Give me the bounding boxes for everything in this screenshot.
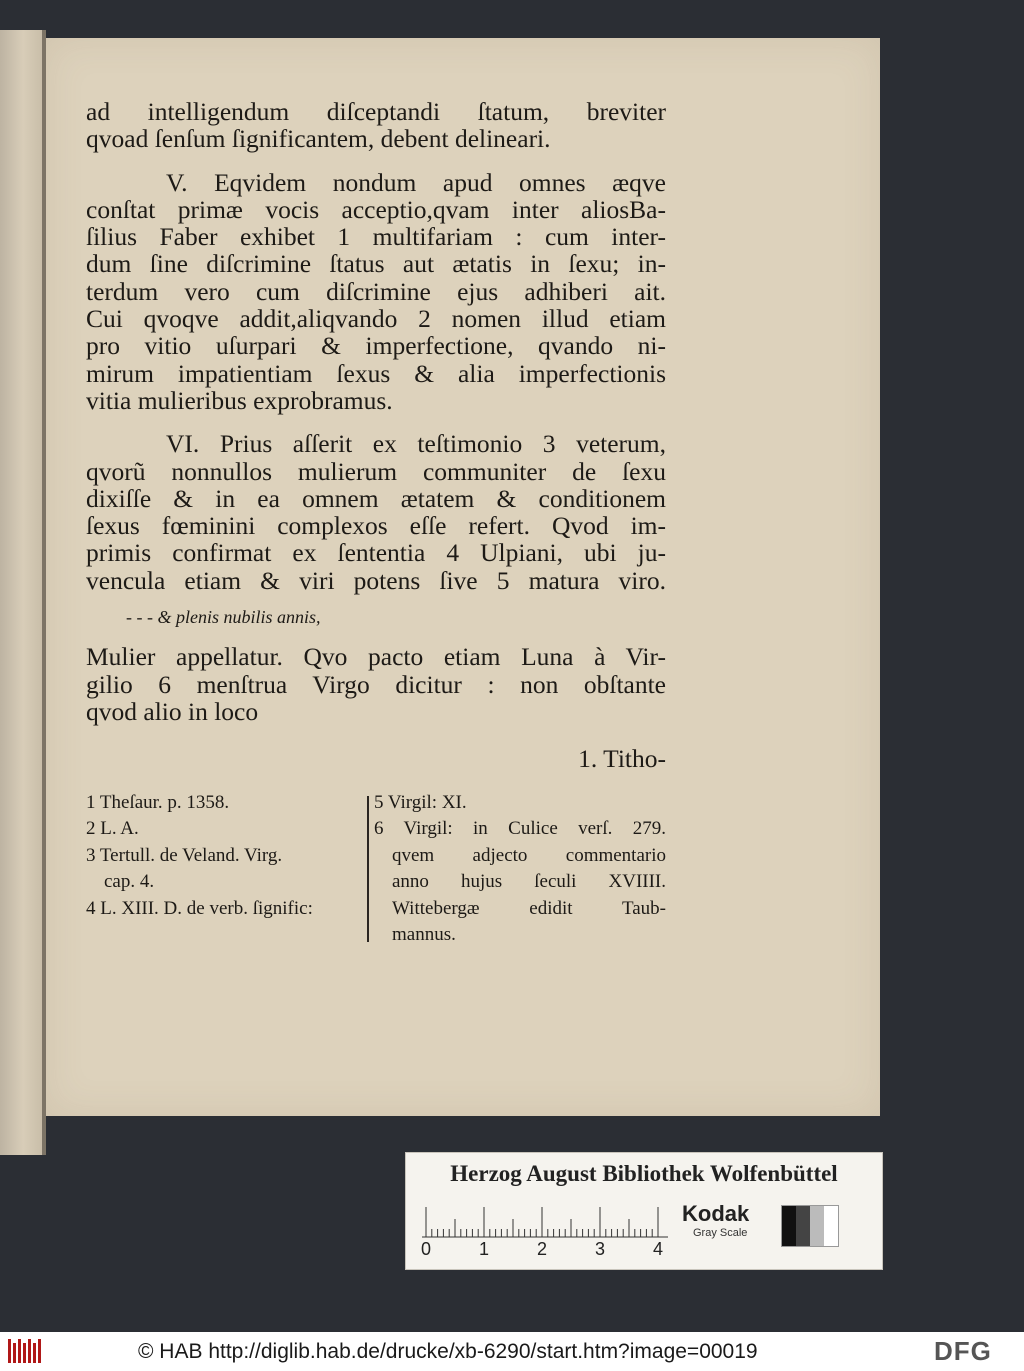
text-line: vencula etiam & viri potens ſive 5 matura viro. bbox=[86, 565, 666, 595]
footnotes-right bbox=[374, 790, 666, 948]
ruler-numbers bbox=[420, 1239, 680, 1263]
text-line: vitia mulieribus exprobramus. bbox=[86, 385, 393, 415]
library-name: Herzog August Bibliothek Wolfenbüttel bbox=[450, 1161, 838, 1186]
text-line: mirum impatientiam ſexus & alia imperfectionis bbox=[86, 358, 666, 388]
footnote: cap. 4. bbox=[104, 871, 155, 893]
footnote: 3 Tertull. de Veland. Virg. bbox=[86, 844, 283, 866]
footnote: mannus. bbox=[392, 924, 456, 946]
text-line: gilio 6 menſtrua Virgo dicitur : non obſtante bbox=[86, 669, 666, 699]
footnote: qvem adjecto commentario bbox=[392, 844, 666, 866]
text-line: ſexus fœminini complexos eſſe refert. Qvod im- bbox=[86, 511, 666, 541]
ruler-number: 2 bbox=[536, 1239, 548, 1259]
book-page bbox=[46, 38, 880, 1116]
text-line: qvod alio in loco bbox=[86, 696, 259, 726]
footnote: 1 Theſaur. p. 1358. bbox=[86, 792, 230, 813]
ruler-number: 3 bbox=[594, 1239, 606, 1259]
ruler-number: 4 bbox=[652, 1239, 664, 1259]
gray-scale-label: Gray Scale bbox=[693, 1227, 748, 1239]
footnote: Wittebergæ edidit Taub- bbox=[392, 897, 666, 919]
verse-quote: - - - & plenis nubilis annis, bbox=[126, 607, 321, 628]
catchword: 1. Titho- bbox=[578, 744, 666, 774]
gray-scale-patch bbox=[781, 1205, 839, 1247]
footnotes-left bbox=[86, 790, 366, 922]
text-line: Mulier appellatur. Qvo pacto etiam Luna à Vir- bbox=[86, 642, 666, 672]
footnote: 5 Virgil: XI. bbox=[374, 792, 467, 813]
kodak-logo: Kodak bbox=[682, 1201, 750, 1226]
main-text bbox=[86, 98, 666, 773]
text-line: ſilius Faber exhibet 1 multifariam : cum inter- bbox=[86, 222, 666, 252]
ruler-number: 1 bbox=[478, 1239, 490, 1259]
text-line: conſtat primæ vocis acceptio,qvam inter aliosBa- bbox=[86, 194, 666, 224]
text-line: V. Eqvidem nondum apud omnes æqve bbox=[166, 167, 666, 197]
dfg-logo: DFG bbox=[934, 1336, 992, 1366]
ruler-number: 0 bbox=[420, 1239, 432, 1259]
text-line: terdum vero cum diſcrimine ejus adhiberi ait. bbox=[86, 276, 666, 306]
footnote: anno hujus ſeculi XVIIII. bbox=[392, 871, 666, 893]
footnote: 4 L. XIII. D. de verb. ſignific: bbox=[86, 897, 313, 919]
copyright-url[interactable]: © HAB http://diglib.hab.de/drucke/xb-6290/start.htm?image=00019 bbox=[138, 1340, 758, 1363]
text-line: dum ſine diſcrimine ſtatus aut ætatis in ſexu; in- bbox=[86, 249, 666, 279]
footer-bar bbox=[0, 1332, 1024, 1371]
text-line: primis confirmat ex ſententia 4 Ulpiani, ubi ju- bbox=[86, 538, 666, 568]
adjacent-page-edge bbox=[0, 30, 42, 1155]
footnote-divider bbox=[367, 796, 369, 942]
text-line: ad intelligendum diſceptandi ſtatum, breviter bbox=[86, 97, 666, 126]
text-line: pro vitio uſurpari & imperfectione, qvando ni- bbox=[86, 331, 666, 361]
hab-logo-icon bbox=[6, 1337, 44, 1365]
text-line: dixiſſe & in ea omnem ætatem & conditionem bbox=[86, 483, 666, 513]
text-line: Cui qvoqve addit,aliqvando 2 nomen illud etiam bbox=[86, 304, 666, 334]
ruler-icon bbox=[420, 1203, 680, 1239]
text-line: qvoad ſenſum ſignificantem, debent delineari. bbox=[86, 124, 551, 154]
color-scale-card bbox=[405, 1152, 883, 1270]
footnote: 2 L. A. bbox=[86, 818, 139, 840]
text-line: qvorũ nonnullos mulierum communiter de ſexu bbox=[86, 456, 666, 486]
footnote: 6 Virgil: in Culice verſ. 279. bbox=[374, 818, 666, 840]
text-line: VI. Prius aſſerit ex teſtimonio 3 veterum, bbox=[166, 429, 666, 459]
